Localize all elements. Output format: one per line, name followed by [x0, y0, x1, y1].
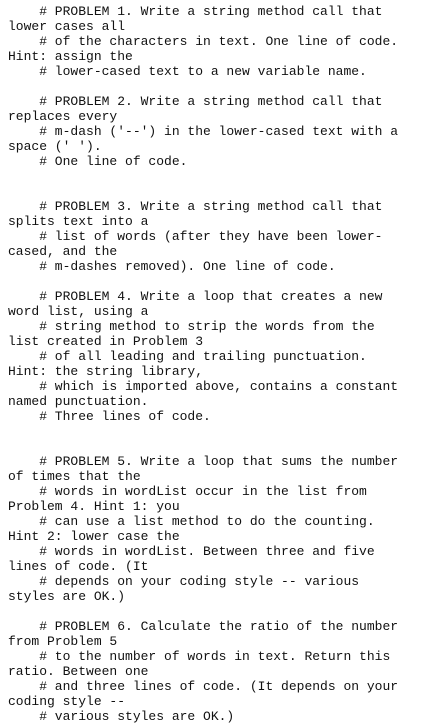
code-comment-line: lines of code. (It	[8, 559, 149, 574]
blank-line	[8, 184, 438, 199]
code-comment-line: # Three lines of code.	[8, 409, 211, 424]
code-comment-line: # of the characters in text. One line of code.	[8, 34, 399, 49]
code-comment-line: # to the number of words in text. Return this	[8, 649, 391, 664]
code-comment-line: # and three lines of code. (It depends on your	[8, 679, 399, 694]
code-comment-line: # words in wordList. Between three and five	[8, 544, 375, 559]
blank-line	[8, 169, 438, 184]
code-comment-line: # PROBLEM 1. Write a string method call that	[8, 4, 383, 19]
code-comment-line: # list of words (after they have been lower-	[8, 229, 383, 244]
code-comment-line: from Problem 5	[8, 634, 118, 649]
code-comment-line: styles are OK.)	[8, 589, 126, 604]
code-comment-line: # string method to strip the words from the	[8, 319, 375, 334]
blank-line	[8, 439, 438, 454]
code-comment-line: # m-dashes removed). One line of code.	[8, 259, 336, 274]
code-comment-line: Hint: the string library,	[8, 364, 204, 379]
code-comment-line: # m-dash ('--') in the lower-cased text with a	[8, 124, 399, 139]
blank-line	[8, 79, 438, 94]
blank-line	[8, 604, 438, 619]
blank-line	[8, 424, 438, 439]
code-comment-line: coding style --	[8, 694, 126, 709]
code-comment-line: Hint 2: lower case the	[8, 529, 180, 544]
code-comment-line: replaces every	[8, 109, 118, 124]
code-comment-line: # PROBLEM 3. Write a string method call that	[8, 199, 383, 214]
code-comment-line: # PROBLEM 6. Calculate the ratio of the number	[8, 619, 399, 634]
code-comment-line: # PROBLEM 5. Write a loop that sums the number	[8, 454, 399, 469]
code-comment-line: # which is imported above, contains a constant	[8, 379, 399, 394]
code-comment-line: splits text into a	[8, 214, 149, 229]
code-comment-line: lower cases all	[8, 19, 126, 34]
code-comment-line: # of all leading and trailing punctuation.	[8, 349, 367, 364]
code-comment-line: # words in wordList occur in the list from	[8, 484, 367, 499]
code-comment-line: space (' ').	[8, 139, 102, 154]
code-comment-line: # PROBLEM 2. Write a string method call that	[8, 94, 383, 109]
code-comment-line: Hint: assign the	[8, 49, 133, 64]
code-comment-line: # depends on your coding style -- various	[8, 574, 360, 589]
code-comment-line: # can use a list method to do the counting.	[8, 514, 375, 529]
blank-line	[8, 274, 438, 289]
code-comment-line: word list, using a	[8, 304, 149, 319]
code-comment-line: named punctuation.	[8, 394, 149, 409]
code-comment-line: ratio. Between one	[8, 664, 149, 679]
code-comment-line: # various styles are OK.)	[8, 709, 235, 724]
code-comment-line: cased, and the	[8, 244, 118, 259]
code-comment-line: Problem 4. Hint 1: you	[8, 499, 180, 514]
code-comment-line: # lower-cased text to a new variable name.	[8, 64, 367, 79]
code-comment-line: # PROBLEM 4. Write a loop that creates a new	[8, 289, 383, 304]
code-comment-line: list created in Problem 3	[8, 334, 204, 349]
code-comment-line: of times that the	[8, 469, 141, 484]
code-comment-line: # One line of code.	[8, 154, 188, 169]
